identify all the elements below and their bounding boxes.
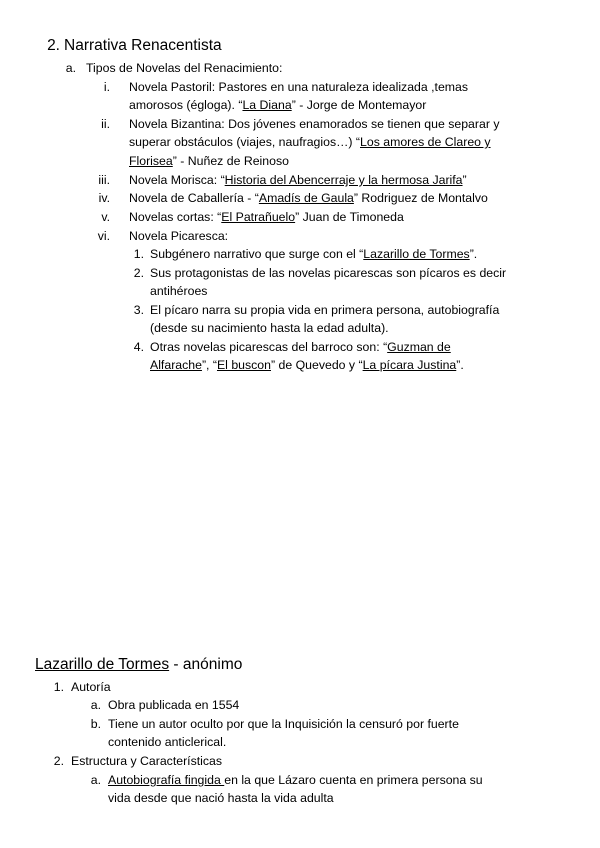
list-item-text xyxy=(108,771,483,790)
list-marker: a. xyxy=(90,773,101,787)
work-title: Lazarillo de Tormes xyxy=(35,656,170,673)
list-marker: a. xyxy=(90,698,101,712)
text-run: Otras novelas picarescas del barroco son: “ xyxy=(150,340,388,354)
text-run: Novelas cortas: “ xyxy=(129,210,222,224)
work-title: Historia del Abencerraje y la hermosa Jarifa xyxy=(224,173,463,187)
list-item-text xyxy=(150,338,451,357)
list-marker: 4. xyxy=(133,340,144,354)
text-run: ” Juan de Timoneda xyxy=(295,210,404,224)
text-run: ”, “ xyxy=(201,358,217,372)
list-marker: a. xyxy=(65,61,76,75)
text-run: Novela Morisca: “ xyxy=(129,173,225,187)
section-title: Narrativa Renacentista xyxy=(64,37,222,54)
list-item-text: Tipos de Novelas del Renacimiento: xyxy=(86,61,283,75)
list-item-text: Estructura y Características xyxy=(71,754,223,768)
list-item-text: Sus protagonistas de las novelas picarescas son pícaros es decir xyxy=(150,266,507,280)
list-item-text: vida desde que nació hasta la vida adulta xyxy=(108,791,334,805)
list-marker: 1. xyxy=(53,680,64,694)
list-item-text xyxy=(129,96,426,115)
text-run: ” xyxy=(462,173,467,187)
list-marker: ii. xyxy=(101,117,110,131)
text-run: Novela de Caballería - “ xyxy=(129,191,259,205)
text-run: ”. xyxy=(456,358,464,372)
work-title: La pícara Justina xyxy=(362,358,457,372)
list-item-text xyxy=(129,152,289,171)
list-item-text: Obra publicada en 1554 xyxy=(108,698,240,712)
list-item-text xyxy=(150,356,464,375)
work-title: Amadís de Gaula xyxy=(258,191,354,205)
list-item-text: Novela Pastoril: Pastores en una naturaleza idealizada ,temas xyxy=(129,80,469,94)
work-title: Guzman de xyxy=(387,340,451,354)
text-run: ” de Quevedo y “ xyxy=(271,358,363,372)
list-item-text xyxy=(129,171,467,190)
text-run: ”. xyxy=(469,247,478,261)
text-run: amorosos (égloga). “ xyxy=(129,98,243,112)
list-item-text: El pícaro narra su propia vida en primera persona, autobiografía xyxy=(150,303,500,317)
text-run: superar obstáculos (viajes, naufragios…) “ xyxy=(129,135,361,149)
list-marker: iv. xyxy=(98,191,110,205)
list-item-text: Autoría xyxy=(71,680,111,694)
emphasis-text: Autobiografía fingida xyxy=(108,773,225,787)
work-title: Alfarache xyxy=(150,358,202,372)
list-item-text: Novela Picaresca: xyxy=(129,229,229,243)
work-title: El Patrañuelo xyxy=(221,210,296,224)
list-marker: vi. xyxy=(97,229,110,243)
text-run: en la que Lázaro cuenta en primera persona su xyxy=(224,773,483,787)
text-run: ” - Jorge de Montemayor xyxy=(291,98,427,112)
list-item-text xyxy=(129,189,488,208)
list-item-text xyxy=(129,133,491,152)
list-marker: 2. xyxy=(47,37,60,54)
list-marker: v. xyxy=(101,210,110,224)
list-marker: iii. xyxy=(98,173,110,187)
list-marker: b. xyxy=(90,717,101,731)
work-title: Los amores de Clareo y xyxy=(360,135,491,149)
list-item-text xyxy=(150,245,477,264)
list-item-text: antihéroes xyxy=(150,284,208,298)
list-item-text: contenido anticlerical. xyxy=(108,735,227,749)
work-title: La Diana xyxy=(242,98,292,112)
list-item-text: (desde su nacimiento hasta la edad adulta). xyxy=(150,321,389,335)
list-marker: 3. xyxy=(133,303,144,317)
text-run: Subgénero narrativo que surge con el “ xyxy=(150,247,364,261)
text-run: ” Rodriguez de Montalvo xyxy=(353,191,488,205)
section-title xyxy=(35,655,242,675)
list-item-text xyxy=(129,208,404,227)
list-marker: 2. xyxy=(53,754,64,768)
list-item-text: Tiene un autor oculto por que la Inquisición la censuró por fuerte xyxy=(108,717,459,731)
text-run: - anónimo xyxy=(169,656,243,673)
list-marker: i. xyxy=(103,80,110,94)
list-marker: 1. xyxy=(133,247,144,261)
text-run: ” - Nuñez de Reinoso xyxy=(172,154,289,168)
work-title: El buscon xyxy=(216,358,271,372)
list-marker: 2. xyxy=(133,266,144,280)
work-title: Lazarillo de Tormes xyxy=(363,247,470,261)
list-item-text: Novela Bizantina: Dos jóvenes enamorados se tienen que separar y xyxy=(129,117,500,131)
work-title: Florisea xyxy=(129,154,173,168)
